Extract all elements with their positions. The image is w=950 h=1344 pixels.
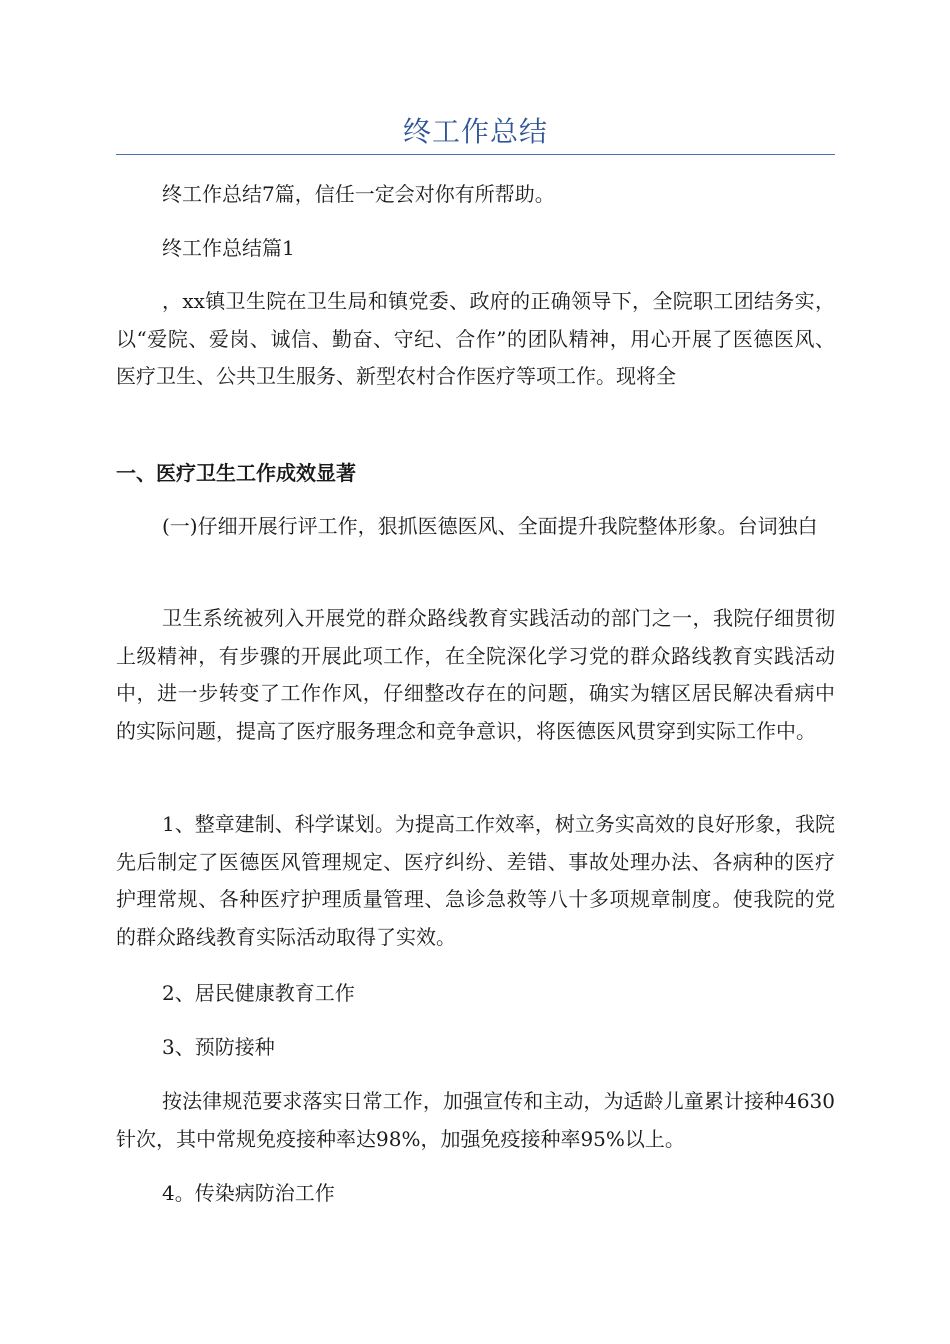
body-paragraph: 按法律规范要求落实日常工作，加强宣传和主动，为适龄儿童累计接种4630针次，其中常规免疫接种率达98%，加强免疫接种率95%以上。 [116,1089,835,1151]
title-underline [116,154,835,155]
list-item: 2、居民健康教育工作 [162,981,355,1005]
body-paragraph: 卫生系统被列入开展党的群众路线教育实践活动的部门之一，我院仔细贯彻上级精神，有步骤的开展此项工作，在全院深化学习党的群众路线教育实践活动中，进一步转变了工作作风，仔细整改存在的问题，确实为辖区居民解决看病中的实际问题，提高了医疗服务理念和竞争意识，将医德医风贯穿到实际工作中。 [116,606,835,743]
intro-paragraph: 终工作总结7篇，信任一定会对你有所帮助。 [162,182,555,206]
document-title: 终工作总结 [402,115,548,148]
list-item: 3、预防接种 [162,1035,275,1059]
subsection-paragraph: (一)仔细开展行评工作，狠抓医德医风、全面提升我院整体形象。台词独白 [162,514,818,538]
opening-paragraph: ，xx镇卫生院在卫生局和镇党委、政府的正确领导下，全院职工团结务实，以“爱院、爱岗、诚信、勤奋、守纪、合作”的团队精神，用心开展了医德医风、医疗卫生、公共卫生服务、新型农村合作医疗等项工作。现将全 [116,289,835,389]
piece-title: 终工作总结篇1 [162,236,295,260]
section-heading: 一、医疗卫生工作成效显著 [116,461,356,485]
list-item: 1、整章建制、科学谋划。为提高工作效率，树立务实高效的良好形象，我院先后制定了医德医风管理规定、医疗纠纷、差错、事故处理办法、各病种的医疗护理常规、各种医疗护理质量管理、急诊急救等八十多项规章制度。使我院的党的群众路线教育实际活动取得了实效。 [116,812,835,949]
list-item: 4。传染病防治工作 [162,1181,335,1205]
